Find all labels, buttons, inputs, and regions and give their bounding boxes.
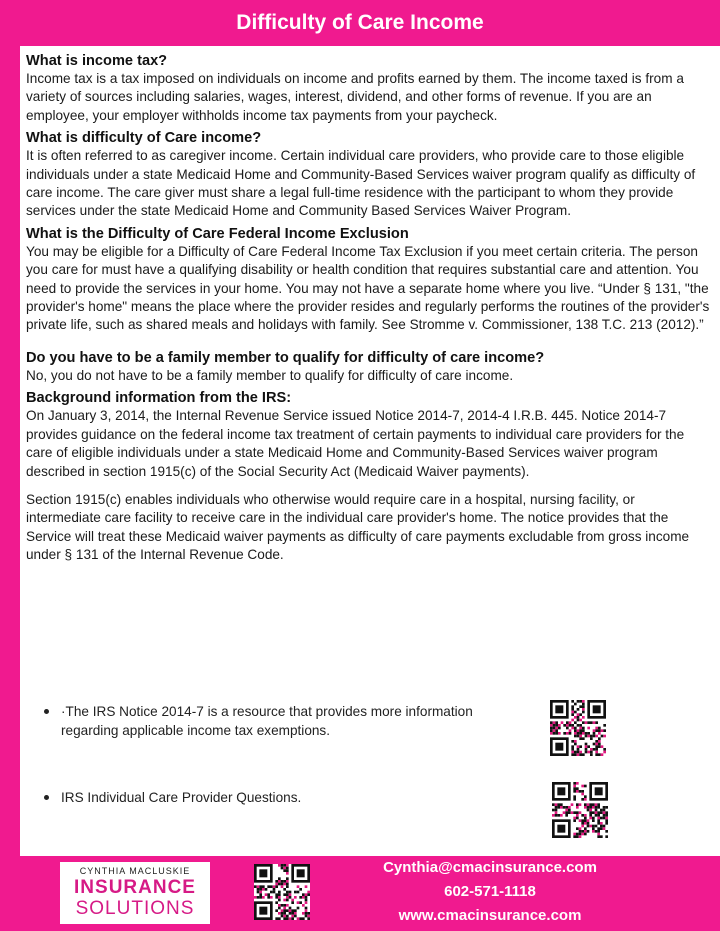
qr-code-icon[interactable] [552, 782, 608, 838]
section-irs-background [26, 389, 720, 564]
list-item [44, 788, 531, 807]
bullet-icon [44, 795, 49, 800]
list-item-text: IRS Individual Care Provider Questions. [61, 790, 302, 805]
list-item-text: ·The IRS Notice 2014-7 is a resource that provides more information regarding applicable income tax exemptions. [61, 704, 473, 738]
page-title: Difficulty of Care Income [236, 11, 484, 34]
spacer [26, 481, 720, 491]
phone-number[interactable]: 602-571-1118 [444, 883, 536, 900]
section-body: On January 3, 2014, the Internal Revenue Service issued Notice 2014-7, 2014-4 I.R.B. 445. Notice 2014-7 provides guidance on the federal income tax treatment of certain payments to individual care providers for the care of eligible individuals under a state Medicaid Home and Community-Based Services waiver program described in section 1915(c) of the Social Security Act (Medicaid Waiver payments). [26, 408, 685, 479]
resource-list [20, 696, 720, 856]
logo-line: CYNTHIA MACLUSKIE [79, 866, 191, 876]
section-heading: What is difficulty of Care income? [26, 130, 262, 147]
contact-info [350, 856, 630, 928]
company-logo [60, 862, 210, 924]
section-body: Income tax is a tax imposed on individuals on income and profits earned by them. The income taxed is from a variety of sources including salaries, wages, interest, dividend, and other forms of revenue. If you are an employee, your employer withholds income tax payments from your paycheck. [26, 71, 684, 123]
section-difficulty-of-care [26, 129, 720, 221]
section-federal-exclusion [26, 225, 720, 335]
list-item [44, 702, 531, 740]
spacer [26, 339, 720, 349]
section-heading: What is income tax? [26, 53, 168, 69]
logo-line: INSURANCE [74, 877, 196, 898]
qr-code-icon[interactable] [254, 864, 310, 920]
section-heading: Do you have to be a family member to qualify for difficulty of care income? [26, 349, 545, 366]
section-income-tax [26, 52, 720, 125]
bullet-icon [44, 709, 49, 714]
page-header [0, 0, 720, 46]
email-link[interactable]: Cynthia@cmacinsurance.com [383, 859, 597, 876]
section-body: It is often referred to as caregiver income. Certain individual care providers, who provide care to those eligible individuals under a state Medicaid Home and Community-Based Services waiver program qualify as difficulty of care income. The care giver must share a legal full-time residence with the participant to whom they provide services under the state Medicaid Home and Community Based Services Waiver Program. [26, 148, 696, 219]
section-heading: What is the Difficulty of Care Federal Income Exclusion [26, 225, 409, 242]
website-link[interactable]: www.cmacinsurance.com [398, 907, 582, 924]
logo-line: SOLUTIONS [75, 898, 195, 919]
qr-code-icon[interactable] [550, 700, 606, 756]
section-heading: Background information from the IRS: [26, 390, 292, 407]
section-body-secondary: Section 1915(c) enables individuals who otherwise would require care in a hospital, nursing facility, or intermediate care facility to receive care in the individual care provider's home. The notice provides that the Service will treat these Medicaid waiver payments as difficulty of care payments excludable from gross income under § 131 of the Internal Revenue Code. [26, 491, 690, 563]
section-body: You may be eligible for a Difficulty of Care Federal Income Tax Exclusion if you meet certain criteria. The person you care for must have a qualifying disability or health condition that requires substantial care and attention. You need to provide the services in your home. You may not have a separate home where you live. “Under § 131, "the provider's home" means the place where the provider resides and regularly performs the routines of the provider's private life, such as shared meals and holidays with family. See Stromme v. Commissioner, 138 T.C. 213 (2012).” [26, 243, 710, 333]
section-family-member [26, 349, 720, 385]
section-body: No, you do not have to be a family member to qualify for difficulty of care income. [26, 367, 514, 383]
content-panel [20, 46, 720, 856]
footer [0, 856, 720, 931]
